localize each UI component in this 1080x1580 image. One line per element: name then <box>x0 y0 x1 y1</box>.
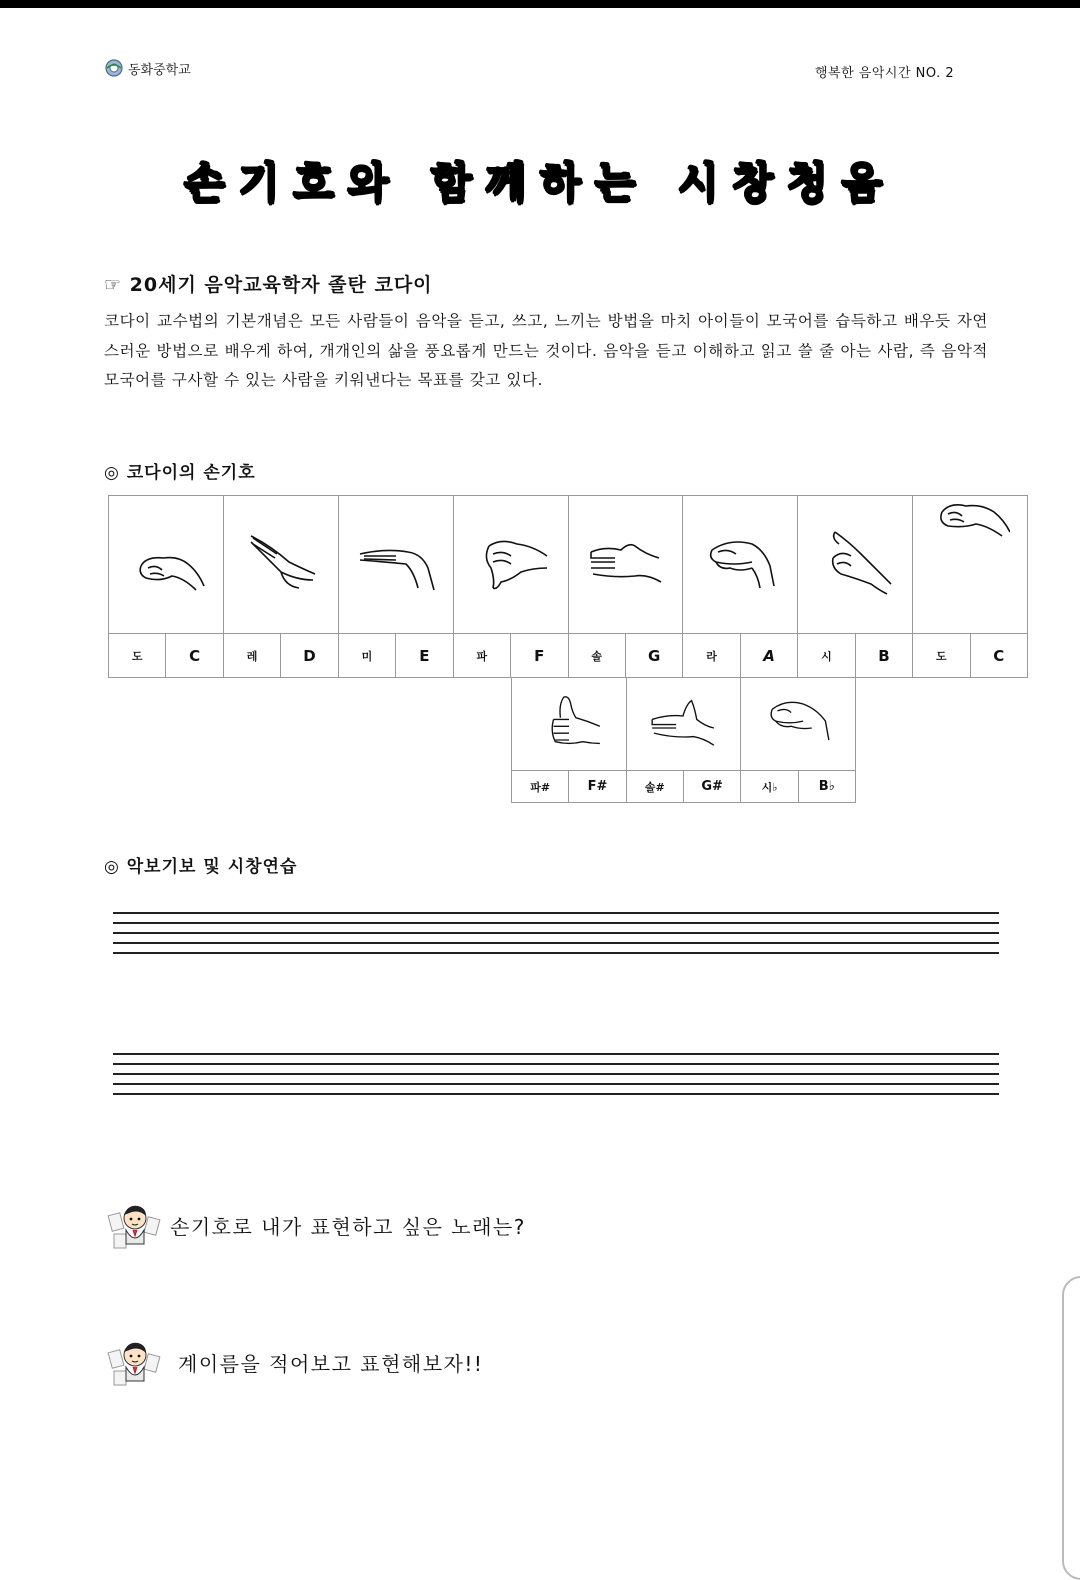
solfege-label: 시 <box>798 634 855 678</box>
staff-line <box>113 1063 999 1065</box>
letter-label: C <box>166 634 223 678</box>
solfege-label: 도 <box>109 634 166 678</box>
hand-sign-cell-la <box>683 496 798 634</box>
music-staff[interactable] <box>113 1053 999 1103</box>
solfege-label: 파# <box>512 771 569 803</box>
hand-pointing-icon <box>815 528 895 598</box>
solfege-label: 솔# <box>626 771 683 803</box>
series-label: 행복한 음악시간 NO. 2 <box>815 66 955 81</box>
letter-label: G <box>625 634 682 678</box>
prompt-text: 손기호로 내가 표현하고 싶은 노래는? <box>170 1214 526 1239</box>
prompt-write-solfege <box>106 1337 483 1387</box>
student-character-icon <box>106 1337 164 1387</box>
staff-line <box>113 1053 999 1055</box>
hand-sign-cell-mi <box>338 496 453 634</box>
solfege-label: 레 <box>223 634 280 678</box>
hand-sign-cell-do-high <box>913 496 1028 634</box>
accidental-image-row <box>512 678 856 771</box>
accidental-cell-sol-sharp <box>626 678 741 771</box>
staff-line <box>113 1093 999 1095</box>
hand-sign-cell-ti <box>798 496 913 634</box>
staff-line <box>113 1083 999 1085</box>
hand-slant-up-icon <box>241 528 321 598</box>
hand-sign-image-row <box>109 496 1028 634</box>
hand-open-angled-icon <box>648 692 718 752</box>
section-heading-kodaly: ☞ 20세기 음악교육학자 졸탄 코다이 <box>104 274 433 296</box>
solfege-label: 미 <box>338 634 395 678</box>
solfege-label: 도 <box>913 634 970 678</box>
letter-label: A <box>740 634 797 678</box>
letter-label: B♭ <box>798 771 855 803</box>
accidental-sign-table <box>511 677 856 803</box>
solfege-label: 솔 <box>568 634 625 678</box>
hand-thumb-down-icon <box>471 528 551 598</box>
hand-fist-icon <box>126 528 206 598</box>
letter-label: B <box>855 634 912 678</box>
letter-label: D <box>281 634 338 678</box>
hand-sign-cell-fa <box>453 496 568 634</box>
solfege-label: 라 <box>683 634 740 678</box>
hand-sign-cell-sol <box>568 496 683 634</box>
prompt-favorite-song <box>106 1200 526 1250</box>
school-logo-icon <box>104 58 124 78</box>
staff-line <box>113 932 999 934</box>
section-heading-hand-signs: ◎ 코다이의 손기호 <box>104 463 256 483</box>
accidental-cell-fa-sharp <box>512 678 627 771</box>
hand-open-side-icon <box>585 528 665 598</box>
letter-label: C <box>970 634 1027 678</box>
music-staff[interactable] <box>113 912 999 962</box>
prompt-text: 계이름을 적어보고 표현해보자!! <box>178 1351 484 1376</box>
staff-line <box>113 912 999 914</box>
top-black-bar <box>0 0 1080 8</box>
section-heading-notation: ◎ 악보기보 및 시창연습 <box>104 857 298 877</box>
hand-sign-cell-do <box>109 496 224 634</box>
hand-sign-cell-re <box>223 496 338 634</box>
letter-label: F <box>511 634 568 678</box>
school-name: 동화중학교 <box>128 62 191 78</box>
hand-cupped-down-icon <box>763 692 833 752</box>
staff-line <box>113 942 999 944</box>
solfege-label: 시♭ <box>741 771 798 803</box>
staff-line <box>113 952 999 954</box>
hand-sign-table <box>108 495 1028 678</box>
letter-label: F# <box>569 771 626 803</box>
hand-thumb-up-icon <box>534 692 604 752</box>
letter-label: E <box>396 634 453 678</box>
page-title: 손기호와 함께하는 시창청음 <box>183 158 897 207</box>
letter-label: G# <box>683 771 740 803</box>
solfege-label: 파 <box>453 634 510 678</box>
student-character-icon <box>106 1200 164 1250</box>
hand-fist-high-icon <box>930 496 1010 566</box>
staff-line <box>113 1073 999 1075</box>
accidental-label-row <box>512 771 856 803</box>
hand-cupped-icon <box>700 528 780 598</box>
hand-flat-icon <box>356 528 436 598</box>
staff-line <box>113 922 999 924</box>
school-header <box>104 58 191 78</box>
kodaly-description: 코다이 교수법의 기본개념은 모든 사람들이 음악을 듣고, 쓰고, 느끼는 방법을 마치 아이들이 모국어를 습득하고 배우듯 자연스러운 방법으로 배우게 하여, 개개인의 삶을 풍요롭게 만드는 것이다. 음악을 듣고 이해하고 읽고 쓸 줄 아는 사람, 즉 음악적 모국어를 구사할 수 있는 사람을 키워낸다는 목표를 갖고 있다. <box>104 312 988 389</box>
scroll-handle[interactable] <box>1062 1276 1080 1580</box>
accidental-cell-ti-flat <box>741 678 856 771</box>
hand-sign-label-row <box>109 634 1028 678</box>
